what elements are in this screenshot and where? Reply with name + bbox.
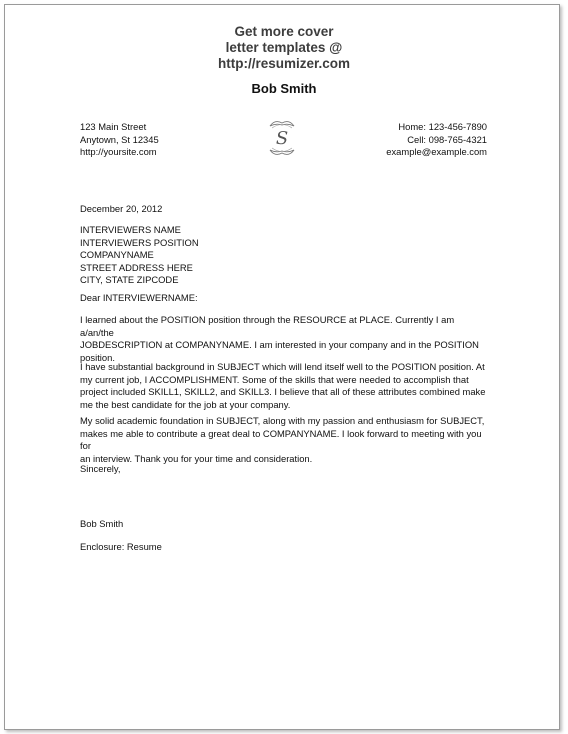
paragraph-line: My solid academic foundation in SUBJECT, along with my passion and enthusiasm for SUBJECT, — [80, 415, 485, 426]
address-line-1: 123 Main Street — [80, 121, 147, 132]
paragraph-line: JOBDESCRIPTION at COMPANYNAME. I am interested in your company and in the POSITION — [80, 339, 479, 351]
paragraph-line: position. — [80, 351, 115, 363]
body-paragraph-2 — [80, 361, 490, 411]
recipient-street: STREET ADDRESS HERE — [80, 261, 193, 273]
monogram-logo — [266, 117, 298, 159]
body-paragraph-3 — [80, 415, 490, 465]
closing: Sincerely, — [80, 463, 121, 474]
salutation: Dear INTERVIEWERNAME: — [80, 292, 198, 303]
website-link[interactable]: http://yoursite.com — [80, 146, 157, 158]
promo-line-2: letter templates @ — [225, 40, 343, 55]
body-paragraph-1 — [80, 314, 490, 364]
paragraph-line: I have substantial background in SUBJECT which will lend itself well to the POSITION position. At — [80, 361, 485, 372]
enclosure-note: Enclosure: Resume — [80, 541, 162, 552]
recipient-city: CITY, STATE ZIPCODE — [80, 274, 179, 286]
sender-address-block — [80, 121, 159, 159]
recipient-name: INTERVIEWERS NAME — [80, 224, 181, 235]
letter-date: December 20, 2012 — [80, 203, 163, 214]
sender-name: Bob Smith — [251, 81, 317, 96]
home-phone: Home: 123-456-7890 — [398, 121, 487, 132]
recipient-block — [80, 224, 199, 287]
sender-contact-block — [330, 121, 487, 159]
paragraph-line: project included SKILL1, SKILL2, and SKILL3. I believe that all of these attributes combined make — [80, 386, 486, 398]
paragraph-line: I learned about the POSITION position through the RESOURCE at PLACE. Currently I am a/an/the — [80, 314, 455, 338]
signature-name: Bob Smith — [80, 518, 124, 529]
paragraph-line: an interview. Thank you for your time and consideration. — [80, 452, 313, 464]
promo-link[interactable]: http://resumizer.com — [217, 56, 351, 71]
recipient-position: INTERVIEWERS POSITION — [80, 236, 199, 248]
paragraph-line: my current job, I ACCOMPLISHMENT. Some of the skills that were needed to accomplish that — [80, 373, 469, 385]
paragraph-line: me the best candidate for the job at your company. — [80, 398, 291, 410]
address-line-2: Anytown, St 12345 — [80, 133, 159, 145]
promo-line-1: Get more cover — [234, 24, 334, 39]
recipient-company: COMPANYNAME — [80, 249, 154, 261]
paragraph-line: makes me able to contribute a great deal to COMPANYNAME. I look forward to meeting with you for — [80, 427, 482, 452]
svg-text:S: S — [275, 128, 289, 149]
email-link[interactable]: example@example.com — [386, 146, 487, 158]
cell-phone: Cell: 098-765-4321 — [407, 133, 487, 145]
